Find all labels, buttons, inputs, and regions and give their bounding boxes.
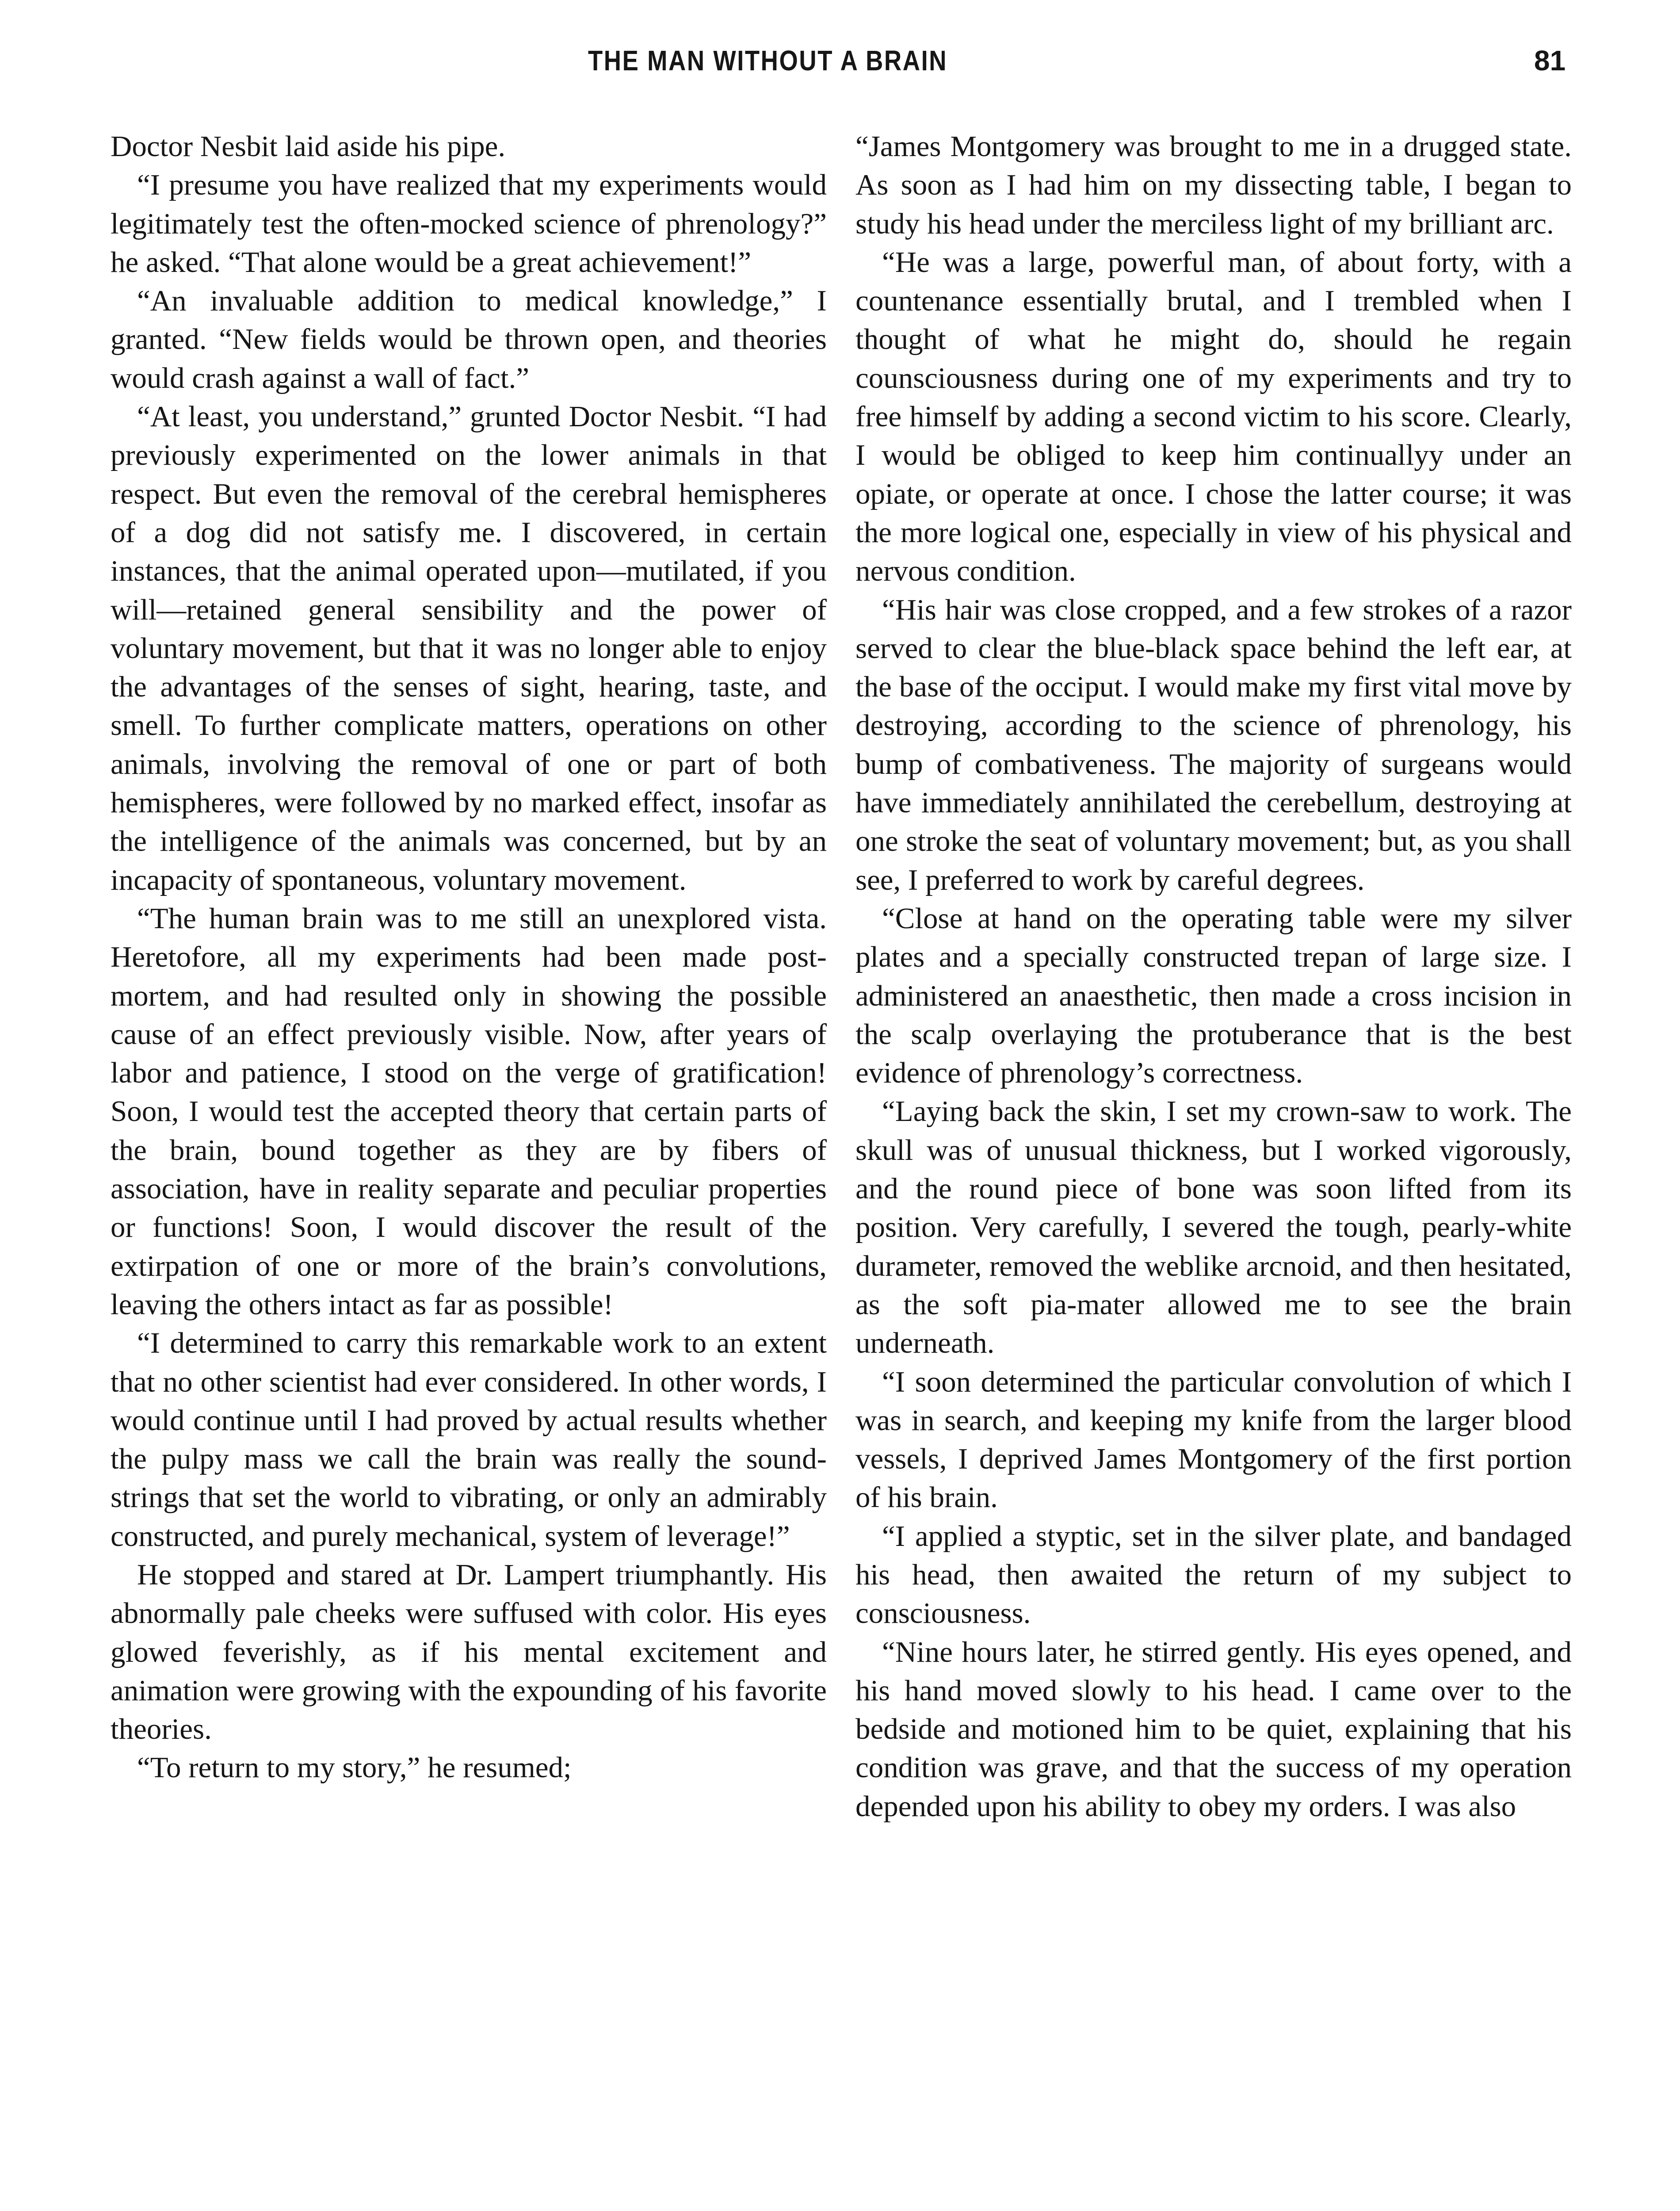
paragraph: “Nine hours later, he stirred gently. His eyes opened, and his hand moved slowly to his head. I came over to the bedside and motioned him to be quiet, explaining that his condition was grave, and that the success of my operation depended upon his ability to obey my orders. I was also: [855, 1635, 1572, 1823]
page-header-title: THE MAN WITHOUT A BRAIN: [588, 45, 948, 77]
paragraph: “At least, you understand,” grunted Doctor Nesbit. “I had previously experimented on the lower animals in that respect. But even the removal of the cerebral hemispheres of a dog did not satisfy me. I discovered, in certain instances, that the animal operated upon—mutilated, if you will—retained general sensibility and the power of voluntary movement, but that it was no longer able to enjoy the advantages of the senses of sight, hearing, taste, and smell. To further complicate matters, operations on other animals, involving the removal of one or part of both hemispheres, were followed by no marked effect, insofar as the intelligence of the animals was concerned, but by an incapacity of spontaneous, voluntary movement.: [111, 400, 827, 896]
paragraph: “He was a large, powerful man, of about forty, with a countenance essentially brutal, and I trembled when I thought of what he might do, should he regain counsciousness during one of my experiments and try to free himself by adding a second victim to his score. Clearly, I would be obliged to keep him continuallyy under an opiate, or operate at once. I chose the latter course; it was the more logical one, especially in view of his physical and nervous condition.: [855, 245, 1572, 588]
left-column: [111, 127, 827, 1787]
paragraph: “Laying back the skin, I set my crown-saw to work. The skull was of unusual thickness, but I worked vigorously, and the round piece of bone was soon lifted from its position. Very carefully, I severed the tough, pearly-white durameter, removed the weblike arcnoid, and then hesitated, as the soft pia-mater allowed me to see the brain underneath.: [855, 1095, 1572, 1360]
paragraph: “I presume you have realized that my experiments would legitimately test the often-mocked science of phrenology?” he asked. “That alone would be a great achievement!”: [111, 168, 827, 279]
paragraph: He stopped and stared at Dr. Lampert triumphantly. His abnormally pale cheeks were suffused with color. His eyes glowed feverishly, as if his mental excitement and animation were growing with the expounding of his favorite theories.: [111, 1558, 827, 1746]
page-number: 81: [1534, 45, 1566, 77]
running-header: [0, 44, 1680, 97]
right-column: [855, 127, 1572, 1826]
paragraph: “I applied a styptic, set in the silver plate, and bandaged his head, then awaited the return of my subject to consciousness.: [855, 1519, 1572, 1630]
paragraph: “The human brain was to me still an unexplored vista. Heretofore, all my experiments had been made post-mortem, and had resulted only in showing the possible cause of an effect previously visible. Now, after years of labor and patience, I stood on the verge of gratification! Soon, I would test the accepted theory that certain parts of the brain, bound together as they are by fibers of association, have in reality separate and peculiar properties or functions! Soon, I would discover the result of the extirpation of one or more of the brain’s convolutions, leaving the others intact as far as possible!: [111, 902, 827, 1321]
paragraph: “To return to my story,” he resumed;: [137, 1751, 572, 1784]
paragraph: “An invaluable addition to medical knowledge,” I granted. “New fields would be thrown open, and theories would crash against a wall of fact.”: [111, 284, 827, 394]
paragraph: “I determined to carry this remarkable work to an extent that no other scientist had ever considered. In other words, I would continue until I had proved by actual results whether the pulpy mass we call the brain was really the sound-strings that set the world to vibrating, or only an admirably constructed, and purely mechanical, system of leverage!”: [111, 1327, 827, 1553]
paragraph: “I soon determined the particular convolution of which I was in search, and keeping my knife from the larger blood vessels, I deprived James Montgomery of the first portion of his brain.: [855, 1365, 1572, 1514]
paragraph: “Close at hand on the operating table were my silver plates and a specially constructed trepan of large size. I administered an anaesthetic, then made a cross incision in the scalp overlaying the protuberance that is the best evidence of phrenology’s correctness.: [855, 902, 1572, 1090]
paragraph: “James Montgomery was brought to me in a drugged state. As soon as I had him on my dissecting table, I began to study his head under the merciless light of my brilliant arc.: [855, 130, 1572, 240]
paragraph: Doctor Nesbit laid aside his pipe.: [111, 130, 506, 163]
paragraph: “His hair was close cropped, and a few strokes of a razor served to clear the blue-black space behind the left ear, at the base of the occiput. I would make my first vital move by destroying, according to the science of phrenology, his bump of combativeness. The majority of surgeans would have immediately annihilated the cerebellum, destroying at one stroke the seat of voluntary movement; but, as you shall see, I preferred to work by careful degrees.: [855, 593, 1572, 896]
